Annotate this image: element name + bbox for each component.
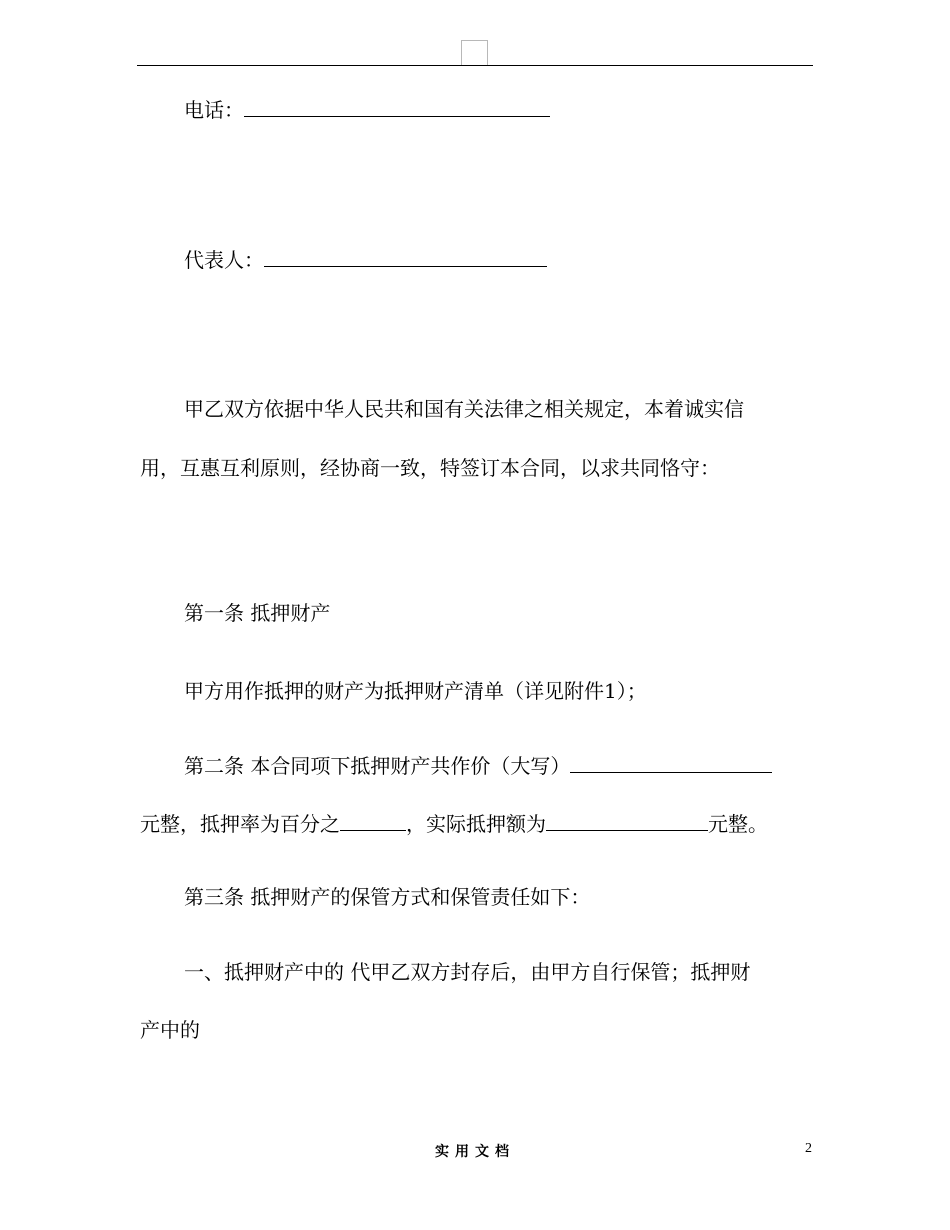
header-page-box xyxy=(461,40,488,65)
article-3-item-1-line-2: 产中的 xyxy=(140,1018,200,1042)
article-2-line-2 xyxy=(140,808,768,838)
article-2-text: 第二条 本合同项下抵押财产共作价（大写） xyxy=(184,754,571,778)
phone-line xyxy=(184,94,550,124)
phone-label: 电话： xyxy=(184,98,244,122)
article-2-text-b: ，实际抵押额为 xyxy=(406,812,546,836)
intro-line-1: 甲乙双方依据中华人民共和国有关法律之相关规定，本着诚实信 xyxy=(184,397,744,421)
valuation-blank xyxy=(570,750,772,773)
phone-blank xyxy=(244,94,550,117)
article-3-item-1-line-1: 一、抵押财产中的 代甲乙双方封存后，由甲方自行保管；抵押财 xyxy=(184,960,751,984)
intro-line-2: 用，互惠互利原则，经协商一致，特签订本合同，以求共同恪守： xyxy=(140,456,720,480)
page-number: 2 xyxy=(805,1141,812,1156)
representative-line xyxy=(184,244,547,274)
amount-blank xyxy=(546,808,708,831)
article-1-body: 甲方用作抵押的财产为抵押财产清单（详见附件1）； xyxy=(184,679,647,703)
article-2-text-c: 元整。 xyxy=(708,812,768,836)
representative-blank xyxy=(264,244,547,267)
footer-label: 实用文档 xyxy=(435,1144,515,1160)
article-2-line-1 xyxy=(184,750,772,780)
article-3-title: 第三条 抵押财产的保管方式和保管责任如下： xyxy=(184,885,591,909)
article-1-title: 第一条 抵押财产 xyxy=(184,601,331,625)
article-2-text-a: 元整，抵押率为百分之 xyxy=(140,812,340,836)
rate-blank xyxy=(340,808,406,831)
header-rule xyxy=(137,65,813,66)
representative-label: 代表人： xyxy=(184,248,264,272)
